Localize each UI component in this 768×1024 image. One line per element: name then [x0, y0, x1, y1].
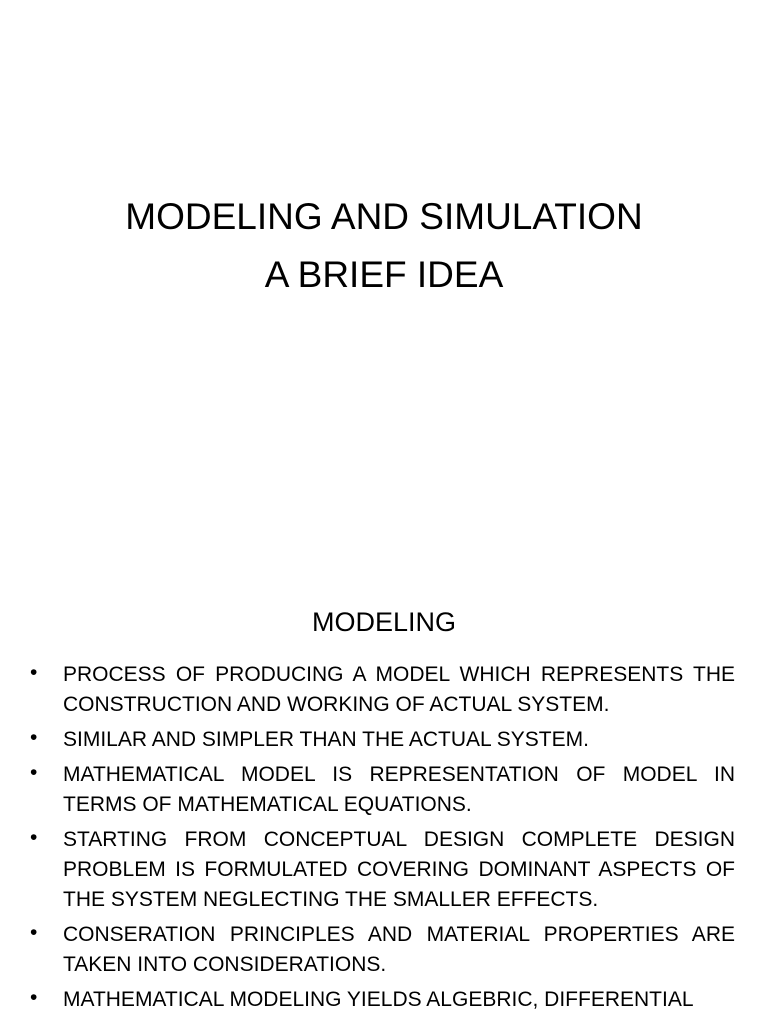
bullet-dot-icon: • [30, 921, 38, 944]
bullet-item [30, 825, 735, 915]
bullet-text: PROCESS OF PRODUCING A MODEL WHICH REPRESENTS THE CONSTRUCTION AND WORKING OF ACTUAL SYSTEM. [63, 663, 735, 716]
bullet-item [30, 920, 735, 980]
bullet-text: CONSERATION PRINCIPLES AND MATERIAL PROPERTIES ARE TAKEN INTO CONSIDERATIONS. [63, 923, 735, 976]
bullet-list [30, 660, 735, 1020]
bullet-item [30, 725, 735, 755]
bullet-item [30, 985, 735, 1015]
section-heading: MODELING [311, 607, 457, 637]
bullet-text: MATHEMATICAL MODEL IS REPRESENTATION OF MODEL IN TERMS OF MATHEMATICAL EQUATIONS. [63, 763, 735, 816]
bullet-text: STARTING FROM CONCEPTUAL DESIGN COMPLETE DESIGN PROBLEM IS FORMULATED COVERING DOMINANT ASPECTS OF THE SYSTEM NEGLECTING THE SMALLER EFFECTS. [63, 828, 735, 911]
bullet-dot-icon: • [30, 826, 38, 849]
bullet-text: SIMILAR AND SIMPLER THAN THE ACTUAL SYSTEM. [63, 728, 589, 751]
slide-title-line-2: A BRIEF IDEA [264, 254, 504, 295]
slide-title-line-1: MODELING AND SIMULATION [125, 196, 643, 237]
bullet-item [30, 660, 735, 720]
bullet-dot-icon: • [30, 761, 38, 784]
bullet-item [30, 760, 735, 820]
bullet-dot-icon: • [30, 986, 38, 1009]
bullet-text: MATHEMATICAL MODELING YIELDS ALGEBRIC, DIFFERENTIAL [63, 988, 694, 1011]
bullet-dot-icon: • [30, 661, 38, 684]
bullet-dot-icon: • [30, 726, 38, 749]
